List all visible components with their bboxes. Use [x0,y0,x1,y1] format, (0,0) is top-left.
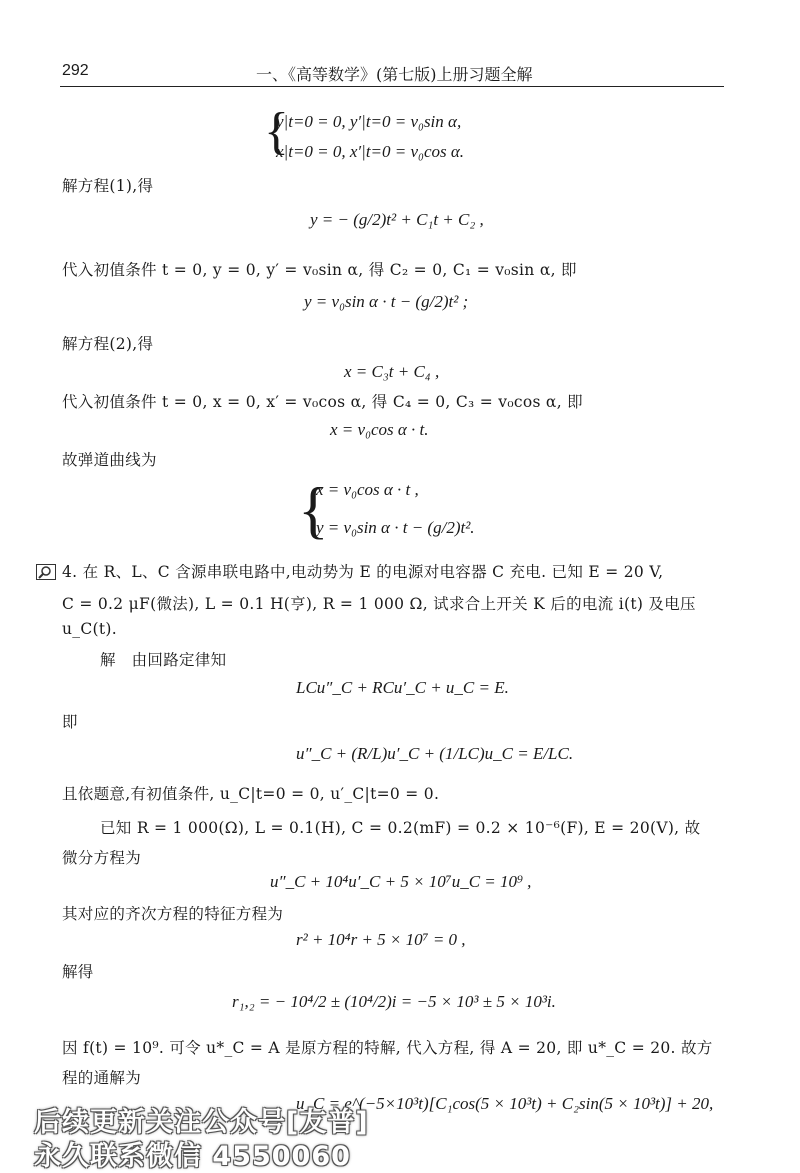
equation: y = − (g/2)t² + C₁t + C₂ , [310,210,484,229]
text-line: 解方程(1),得 [62,177,154,195]
text-line: 已知 R = 1 000(Ω), L = 0.1(H), C = 0.2(mF) = 0.2 × 10⁻⁶(F), E = 20(V), 故 [100,819,701,837]
problem-statement: C = 0.2 μF(微法), L = 0.1 H(亨), R = 1 000 Ω, 试求合上开关 K 后的电流 i(t) 及电压 [62,595,696,613]
text-line: 代入初值条件 t = 0, x = 0, x′ = v₀cos α, 得 C₄ = 0, C₃ = v₀cos α, 即 [62,393,583,411]
problem-statement: 4. 在 R、L、C 含源串联电路中,电动势为 E 的电源对电容器 C 充电. 已知 E = 20 V, [62,563,664,581]
watermark-line-2: 永久联系微信 4550060 [34,1141,351,1172]
watermark-line-1: 后续更新关注公众号[友普] [34,1107,369,1138]
text-line: 代入初值条件 t = 0, y = 0, y′ = v₀sin α, 得 C₂ = 0, C₁ = v₀sin α, 即 [62,261,577,279]
text-line: 故弹道曲线为 [62,451,157,469]
text-line: 且依题意,有初值条件, u_C|t=0 = 0, u′_C|t=0 = 0. [62,785,440,803]
page-number: 292 [62,62,89,79]
equation: r₁,₂ = − 10⁴/2 ± (10⁴/2)i = −5 × 10³ ± 5 × 10³i. [232,992,556,1011]
equation: LCu″_C + RCu′_C + u_C = E. [296,678,509,697]
problem-statement: u_C(t). [62,620,117,638]
equation: y = v₀sin α · t − (g/2)t². [316,518,475,537]
text-line: 解得 [62,963,94,981]
solution-heading: 解 由回路定律知 [100,651,227,669]
brace: { [264,103,289,160]
equation: y = v₀sin α · t − (g/2)t² ; [304,292,469,311]
header-rule [60,86,724,87]
text-line: 即 [62,713,78,731]
text-line: 微分方程为 [62,849,142,867]
magnifier-icon [36,564,56,580]
equation: u″_C + (R/L)u′_C + (1/LC)u_C = E/LC. [296,744,574,763]
running-title: 一、《高等数学》(第七版)上册习题全解 [256,65,533,84]
text-line: 程的通解为 [62,1069,142,1087]
equation: x = v₀cos α · t , [316,480,419,499]
text-line: 其对应的齐次方程的特征方程为 [62,905,284,923]
equation: y|t=0 = 0, y′|t=0 = v₀sin α, [276,112,462,131]
brace: { [298,474,329,545]
equation: u″_C + 10⁴u′_C + 5 × 10⁷u_C = 10⁹ , [270,872,532,891]
equation: r² + 10⁴r + 5 × 10⁷ = 0 , [296,930,466,949]
equation: x|t=0 = 0, x′|t=0 = v₀cos α. [276,142,465,161]
equation: x = C₃t + C₄ , [344,362,440,381]
text-line: 因 f(t) = 10⁹. 可令 u*_C = A 是原方程的特解, 代入方程, 得 A = 20, 即 u*_C = 20. 故方 [62,1039,713,1057]
text-line: 解方程(2),得 [62,335,154,353]
equation: x = v₀cos α · t. [330,420,429,439]
equation: u_C = e^(−5×10³t)[C₁cos(5 × 10³t) + C₂sin(5 × 10³t)] + 20, [296,1094,714,1113]
